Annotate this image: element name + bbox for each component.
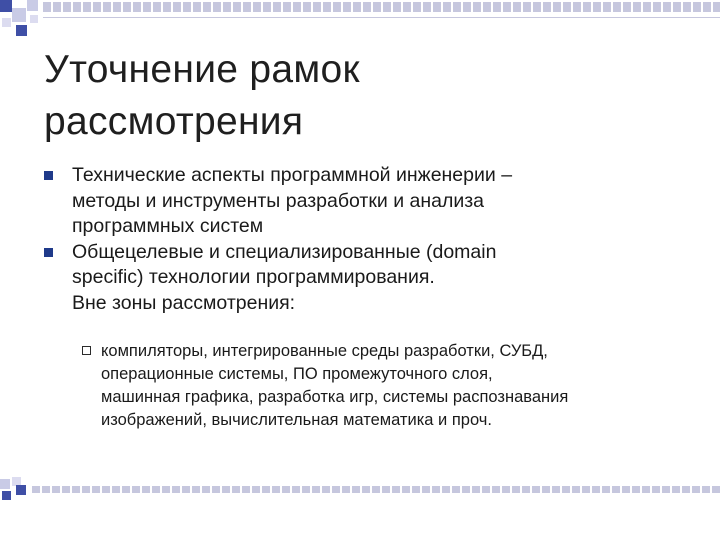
decorative-square-icon (2, 18, 11, 27)
bullet-text-line: specific) технологии программирования. (72, 266, 435, 288)
decorative-square-icon (12, 8, 26, 22)
bullet-text-line: Вне зоны рассмотрения: (72, 291, 296, 314)
filled-square-bullet-icon (44, 171, 53, 180)
slide-title-line: рассмотрения (44, 100, 304, 143)
filled-square-bullet-icon (44, 248, 53, 257)
sub-bullet-text-line: изображений, вычислительная математика и проч. (101, 411, 492, 429)
bottom-decorative-bar (32, 486, 720, 493)
hollow-square-bullet-icon (82, 346, 91, 355)
sub-bullet-text-line: машинная графика, разработка игр, системы распознавания (101, 388, 569, 406)
slide-title-line: Уточнение рамок (44, 48, 360, 91)
slide-title (44, 44, 684, 148)
sub-bullet-text-line: операционные системы, ПО промежуточного слоя, (101, 365, 493, 383)
bullet-item (42, 240, 682, 317)
top-divider (43, 17, 720, 18)
bullet-item (42, 163, 682, 240)
bullet-list (42, 163, 682, 316)
sub-bullet-item (42, 340, 662, 432)
decorative-square-icon (16, 485, 26, 495)
decorative-square-icon (27, 0, 38, 11)
decorative-square-icon (0, 479, 10, 489)
bullet-text-line: Общецелевые и специализированные (domain (72, 240, 497, 263)
decorative-square-icon (2, 491, 11, 500)
decorative-square-icon (30, 15, 38, 23)
bullet-text-line: программных систем (72, 215, 264, 237)
decorative-square-icon (16, 25, 27, 36)
top-decorative-bar (43, 2, 720, 12)
bullet-text-line: Технические аспекты программной инженерии – (72, 164, 513, 186)
decorative-square-icon (0, 0, 12, 12)
bullet-text-line: методы и инструменты разработки и анализа (72, 189, 485, 212)
sub-bullet-text-line: компиляторы, интегрированные среды разработки, СУБД, (101, 342, 548, 360)
